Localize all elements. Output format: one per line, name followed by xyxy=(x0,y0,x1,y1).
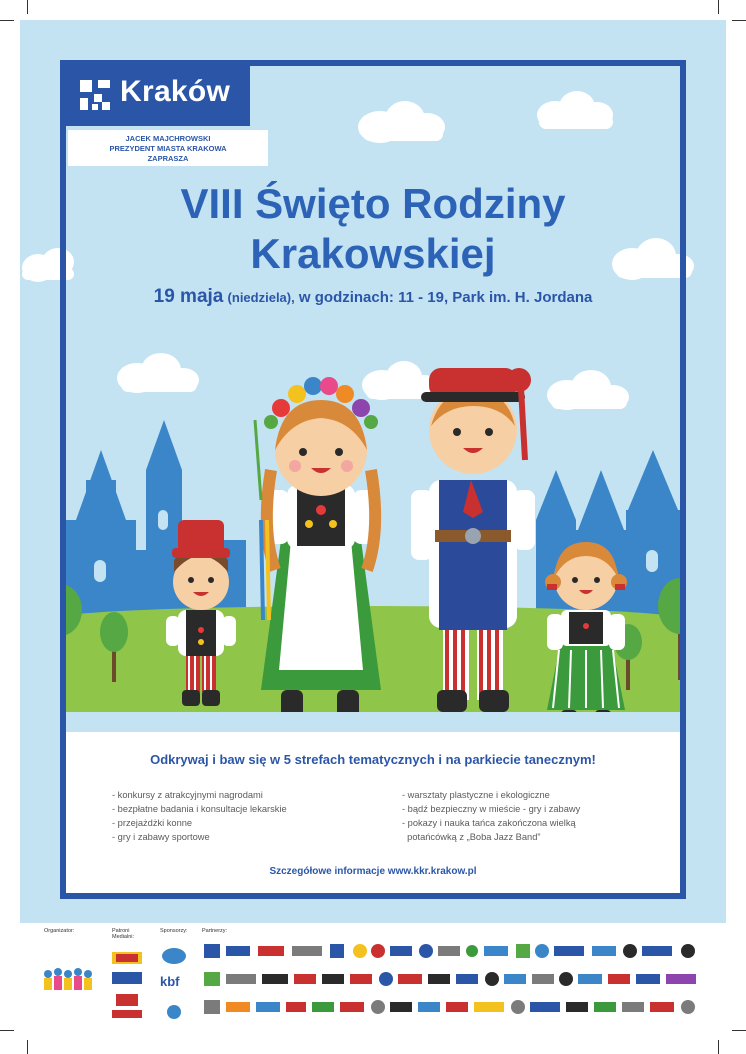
organizer-label: Organizator: xyxy=(44,928,75,934)
event-time-place: w godzinach: 11 - 19, Park im. H. Jordana xyxy=(298,289,593,306)
event-subtitle xyxy=(80,286,666,308)
list-item: - gry i zabawy sportowe xyxy=(112,832,210,842)
sponsors-strip xyxy=(30,928,720,1023)
mayor-name: JACEK MAJCHROWSKI xyxy=(125,134,211,143)
list-item: - bądź bezpieczny w mieście - gry i zabawy xyxy=(402,804,581,814)
crop-mark xyxy=(732,1030,746,1031)
attractions-list-left xyxy=(112,788,287,844)
krakow-logo-icon xyxy=(80,80,110,110)
sponsor-logo-kbf: kbf xyxy=(160,974,180,989)
mayor-role: PREZYDENT MIASTA KRAKOWA xyxy=(109,144,227,153)
partner-logos xyxy=(202,940,712,1024)
crop-mark xyxy=(718,0,719,14)
sponsor-logos xyxy=(158,942,198,1022)
media-patron-logos xyxy=(110,942,150,1022)
crop-mark xyxy=(27,1040,28,1054)
mayor-invites: ZAPRASZA xyxy=(147,154,189,163)
mayor-invitation xyxy=(68,130,268,166)
event-title-line2: Krakowskiej xyxy=(250,230,496,277)
details-link[interactable]: Szczegółowe informacje www.kkr.krakow.pl xyxy=(269,866,477,877)
list-item: - przejażdżki konne xyxy=(112,818,193,828)
media-patrons-label: Patroni Medialni: xyxy=(112,928,135,940)
poster xyxy=(20,20,726,923)
crop-mark xyxy=(732,20,746,21)
list-item: - warsztaty plastyczne i ekologiczne xyxy=(402,790,550,800)
list-item: - bezpłatne badania i konsultacje lekarskie xyxy=(112,804,287,814)
event-date: 19 maja xyxy=(153,286,224,307)
crop-mark xyxy=(0,20,14,21)
info-headline: Odkrywaj i baw się w 5 strefach tematycznych i na parkiecie tanecznym! xyxy=(150,752,596,767)
event-day: (niedziela), xyxy=(227,290,295,305)
family-illustration xyxy=(66,320,680,712)
list-item: - pokazy i nauka tańca zakończona wielką xyxy=(402,818,576,828)
organizer-logo xyxy=(40,944,100,1004)
sponsors-label: Sponsorzy: xyxy=(160,928,188,934)
crop-mark xyxy=(0,1030,14,1031)
event-title-line1: VIII Święto Rodziny xyxy=(180,180,566,227)
crop-mark xyxy=(27,0,28,14)
event-info-panel xyxy=(66,732,680,893)
partners-label: Partnerzy: xyxy=(202,928,228,934)
logo-text: Kraków xyxy=(120,75,231,108)
list-item: potańcówką z „Boba Jazz Band” xyxy=(402,832,541,842)
krakow-logo xyxy=(62,64,250,126)
attractions-list-right xyxy=(402,788,580,844)
list-item: - konkursy z atrakcyjnymi nagrodami xyxy=(112,790,263,800)
crop-mark xyxy=(718,1040,719,1054)
